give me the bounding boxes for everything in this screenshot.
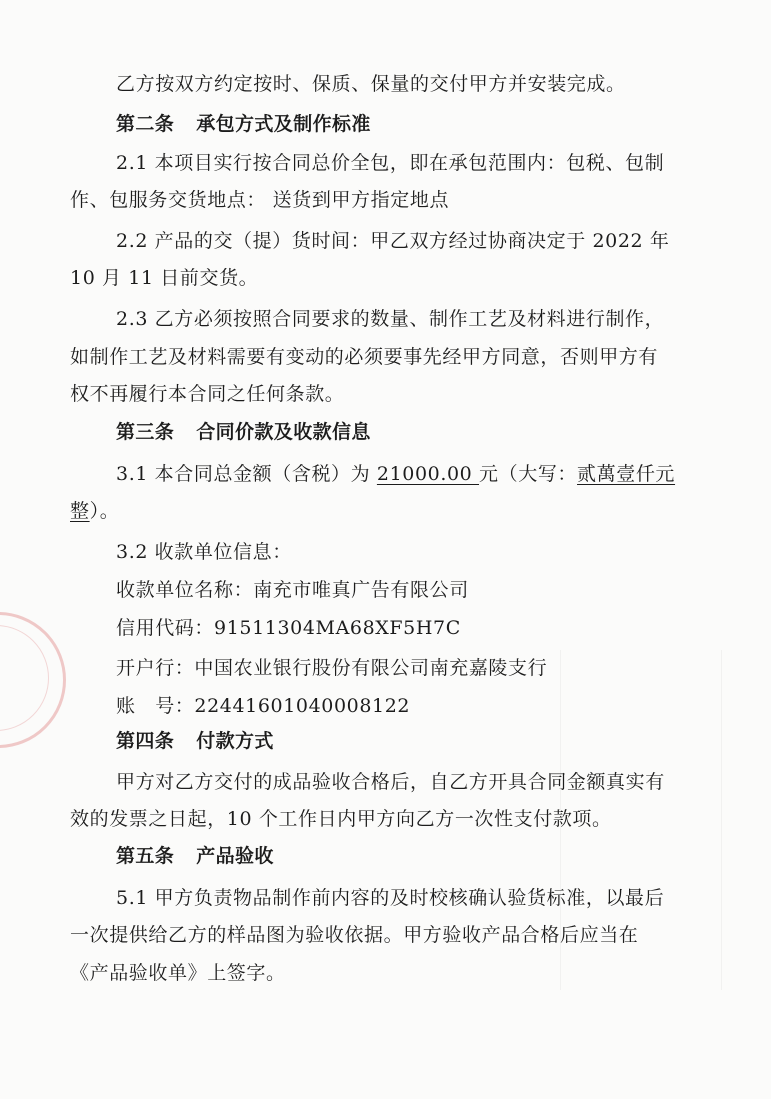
- article-4-label: 第四条: [116, 730, 175, 752]
- credit-code-row: [116, 610, 720, 647]
- clause-5-1-line-3: 《产品验收单》上签字。: [70, 962, 286, 984]
- bank-label: 开户行：: [116, 657, 195, 679]
- company-seal: [0, 612, 66, 748]
- article-3-title: 合同价款及收款信息: [196, 421, 371, 443]
- article-4-title: 付款方式: [196, 730, 274, 752]
- article-4-line-1: 甲方对乙方交付的成品验收合格后，自乙方开具合同金额真实有: [116, 771, 665, 793]
- article-5-label: 第五条: [116, 845, 175, 867]
- clause-2-3-line-2: 如制作工艺及材料需要有变动的必须要事先经甲方同意，否则甲方有: [70, 346, 659, 368]
- clause-3-1-mid: 元（大写：: [479, 463, 578, 485]
- clause-2-3-line-3: 权不再履行本合同之任何条款。: [70, 383, 345, 405]
- clause-2-3-line-1: 2.3 乙方必须按照合同要求的数量、制作工艺及材料进行制作，: [116, 308, 665, 330]
- credit-code-label: 信用代码：: [116, 617, 215, 639]
- clause-5-1-line-2: 一次提供给乙方的样品图为验收依据。甲方验收产品合格后应当在: [70, 924, 639, 946]
- clause-3-1-line-1: [116, 456, 720, 493]
- article-2-label: 第二条: [116, 113, 175, 135]
- account-row: [116, 688, 720, 725]
- article-5-heading: [116, 838, 720, 875]
- clause-3-1-suffix: ）。: [89, 500, 120, 522]
- amount-in-words: 贰萬壹仟元: [577, 463, 676, 485]
- article-4-heading: [116, 723, 720, 760]
- clause-2-1-line-1: 2.1 本项目实行按合同总价全包，即在承包范围内：包税、包制: [116, 152, 665, 174]
- article-3-heading: [116, 414, 720, 451]
- seal-inner-ring: [0, 625, 49, 731]
- account-label: 账 号：: [116, 695, 195, 717]
- credit-code-value: 91511304MA68XF5H7C: [214, 617, 461, 639]
- clause-3-1-line-2: [70, 493, 720, 530]
- article-4-line-2: 效的发票之日起，10 个工作日内甲方向乙方一次性支付款项。: [70, 808, 612, 830]
- bank-value: 中国农业银行股份有限公司南充嘉陵支行: [194, 657, 548, 679]
- intro-line: 乙方按双方约定按时、保质、保量的交付甲方并安装完成。: [116, 73, 626, 95]
- article-2-title: 承包方式及制作标准: [196, 113, 371, 135]
- amount-in-words-end: 整: [70, 500, 90, 522]
- clause-3-2: 3.2 收款单位信息：: [116, 541, 292, 563]
- payee-row: [116, 572, 720, 609]
- article-3-label: 第三条: [116, 421, 175, 443]
- clause-5-1-line-1: 5.1 甲方负责物品制作前内容的及时校核确认验货标准，以最后: [116, 887, 665, 909]
- bank-row: [116, 650, 720, 687]
- article-5-title: 产品验收: [196, 845, 274, 867]
- clause-2-2-line-1: 2.2 产品的交（提）货时间：甲乙双方经过协商决定于 2022 年: [116, 230, 670, 252]
- account-value: 22441601040008122: [194, 695, 411, 717]
- clause-3-1-prefix: 3.1 本合同总金额（含税）为: [116, 463, 377, 485]
- clause-2-1-line-2: 作、包服务交货地点： 送货到甲方指定地点: [70, 189, 450, 211]
- contract-amount: 21000.00: [376, 463, 480, 485]
- payee-label: 收款单位名称：: [116, 579, 254, 601]
- payee-value: 南充市唯真广告有限公司: [253, 579, 469, 601]
- article-2-heading: [116, 106, 720, 143]
- clause-2-2-line-2: 10 月 11 日前交货。: [70, 267, 259, 289]
